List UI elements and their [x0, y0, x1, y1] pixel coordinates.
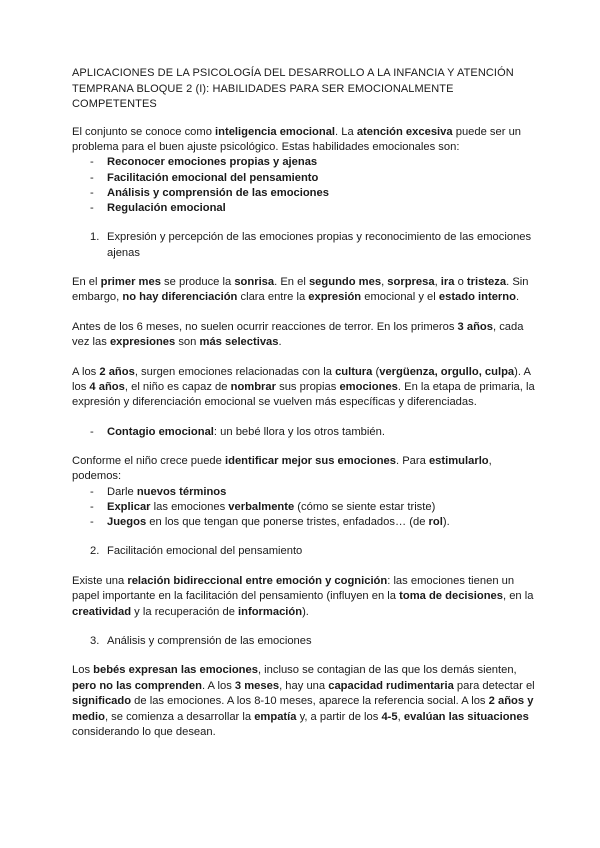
- list-item: - Contagio emocional: un bebé llora y los otros también.: [72, 425, 536, 440]
- stimulate-list: [72, 485, 536, 531]
- list-item: - Darle nuevos términos: [72, 485, 536, 500]
- paragraph-bebes: Los bebés expresan las emociones, incluso se contagian de las que los demás sienten, pero no las comprenden. A los 3 meses, hay una capacidad rudimentaria para detectar el significado de las emociones. A los 8-10 meses, aparece la referencia social. A los 2 años y medio, se comienza a desarrollar la empatía y, a partir de los 4-5, evalúan las situaciones considerando lo que desean.: [72, 664, 535, 739]
- section-heading-3: 3. Análisis y comprensión de las emociones: [90, 635, 312, 648]
- paragraph-primer-mes: En el primer mes se produce la sonrisa. En el segundo mes, sorpresa, ira o tristeza. Sin embargo, no hay diferenciación clara entre la expresión emocional y el estado interno.: [72, 275, 529, 304]
- document-title: APLICACIONES DE LA PSICOLOGÍA DEL DESARROLLO A LA INFANCIA Y ATENCIÓN TEMPRANA BLOQUE 2 (I): HABILIDADES PARA SER EMOCIONALMENTE COMPETENTES: [72, 67, 514, 110]
- list-item: - Explicar las emociones verbalmente (cómo se siente estar triste): [72, 500, 536, 515]
- document-page: [72, 66, 536, 740]
- section-heading-1: 1. Expresión y percepción de las emociones propias y reconocimiento de las emociones ajenas: [90, 231, 532, 259]
- paragraph-antes: Antes de los 6 meses, no suelen ocurrir reacciones de terror. En los primeros 3 años, cada vez las expresiones son más selectivas.: [72, 320, 524, 349]
- list-item: - Análisis y comprensión de las emociones: [72, 186, 536, 201]
- contagio-list: [72, 425, 536, 440]
- paragraph-dos-anos: A los 2 años, surgen emociones relacionadas con la cultura (vergüenza, orgullo, culpa). A los 4 años, el niño es capaz de nombrar sus propias emociones. En la etapa de primaria, la expresión y diferenciación emocional se vuelven más específicas y diferenciadas.: [72, 365, 535, 409]
- paragraph-existe: Existe una relación bidireccional entre emoción y cognición: las emociones tienen un papel importante en la facilitación del pensamiento (influyen en la toma de decisiones, en la creatividad y la recuperación de información).: [72, 574, 534, 618]
- list-item: - Reconocer emociones propias y ajenas: [72, 155, 536, 170]
- intro-paragraph: El conjunto se conoce como inteligencia emocional. La atención excesiva puede ser un problema para el buen ajuste psicológico. Estas habilidades emocionales son:: [72, 125, 522, 153]
- list-item: - Juegos en los que tengan que ponerse tristes, enfadados… (de rol).: [72, 515, 536, 530]
- section-heading-2: 2. Facilitación emocional del pensamiento: [90, 545, 303, 558]
- skills-list: [72, 155, 536, 216]
- list-item: - Regulación emocional: [72, 201, 536, 216]
- paragraph-conforme: Conforme el niño crece puede identificar mejor sus emociones. Para estimularlo, podemos:: [72, 454, 492, 483]
- list-item: - Facilitación emocional del pensamiento: [72, 171, 536, 186]
